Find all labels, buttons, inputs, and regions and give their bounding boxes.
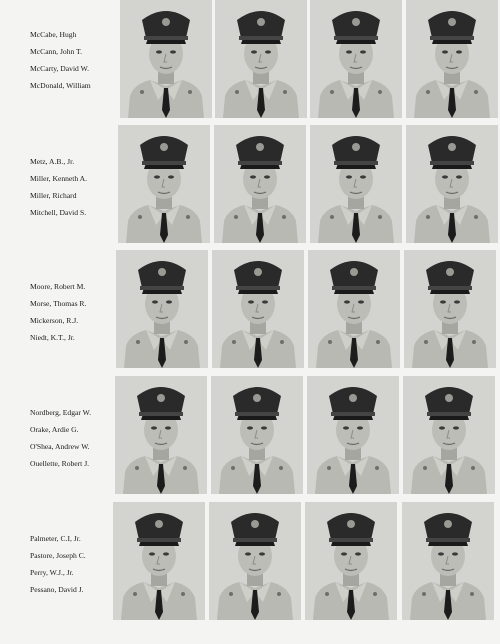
name-list [30,278,120,346]
name-label: Nordberg, Edgar W. [30,408,92,417]
portrait-photo [212,250,304,368]
portrait-photo [406,125,498,243]
portrait-photo [120,0,212,118]
name-label: Metz, A.B., Jr. [30,157,75,166]
name-label: Moore, Robert M. [30,282,86,291]
portrait-photo [307,376,399,494]
portrait-row-4 [0,376,500,500]
name-label: Palmeter, C.I, Jr. [30,534,81,543]
name-label: Perry, W.J., Jr. [30,568,74,577]
name-label: Miller, Kenneth A. [30,174,88,183]
portrait-row-1 [0,0,500,124]
portrait-photo [308,250,400,368]
portrait-row-3 [0,250,500,374]
name-label: Miller, Richard [30,191,77,200]
name-label: McCarty, David W. [30,64,89,73]
name-list [30,530,120,598]
portrait-photo [402,502,494,620]
name-label: Ouellette, Robert J. [30,459,90,468]
portrait-photo [310,125,402,243]
portrait-row-5 [0,502,500,626]
name-label: O'Shea, Andrew W. [30,442,90,451]
portrait-photo [310,0,402,118]
name-label: Niedt, K.T., Jr. [30,333,75,342]
portrait-photo [115,376,207,494]
portrait-row-2 [0,125,500,249]
portrait-photo [116,250,208,368]
name-list [30,26,120,94]
portrait-photo [118,125,210,243]
name-label: McCann, John T. [30,47,83,56]
name-label: Morse, Thomas R. [30,299,87,308]
name-label: Pastore, Joseph C. [30,551,86,560]
portrait-photo [209,502,301,620]
name-label: McCabe, Hugh [30,30,77,39]
portrait-photo [406,0,498,118]
portrait-photo [404,250,496,368]
portrait-photo [403,376,495,494]
name-label: McDonald, William [30,81,91,90]
name-label: Orake, Ardie G. [30,425,79,434]
portrait-photo [214,125,306,243]
name-list [30,404,120,472]
portrait-photo [211,376,303,494]
name-label: Mickerson, R.J. [30,316,79,325]
portrait-photo [215,0,307,118]
portrait-photo [113,502,205,620]
name-list [30,153,120,221]
name-label: Pessano, David J. [30,585,84,594]
name-label: Mitchell, David S. [30,208,87,217]
portrait-photo [305,502,397,620]
